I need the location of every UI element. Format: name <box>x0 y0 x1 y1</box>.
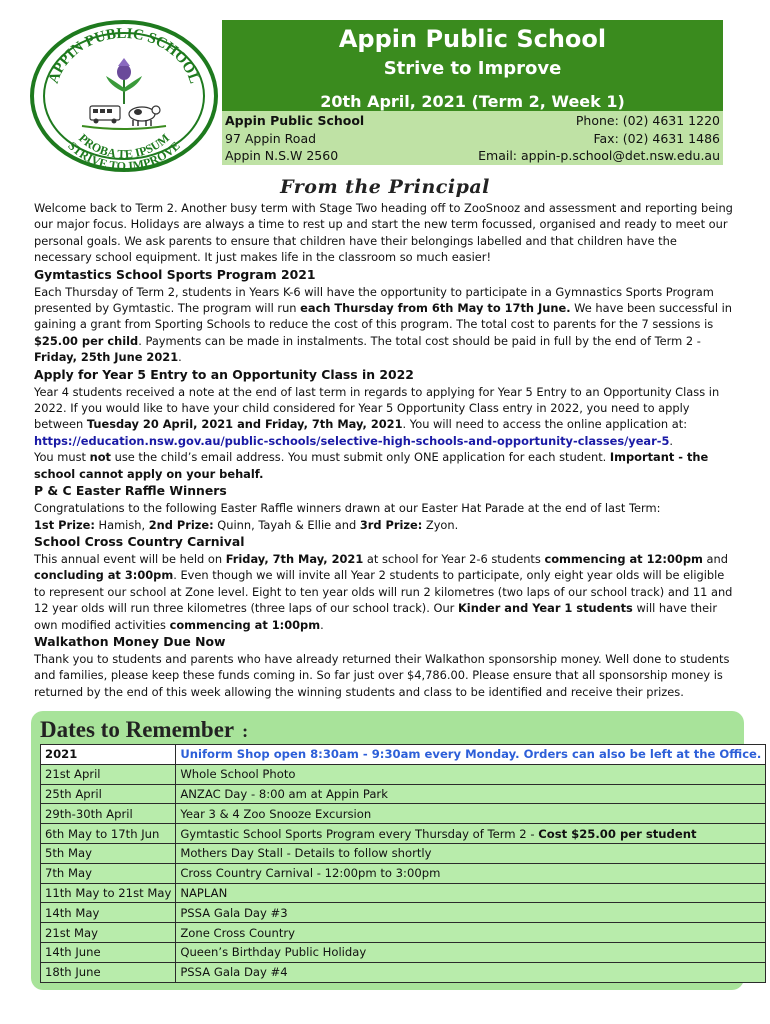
table-row <box>41 942 766 962</box>
header-banner <box>222 20 723 116</box>
table-row <box>41 903 766 923</box>
event-cell: NAPLAN <box>176 883 766 903</box>
opportunity-paragraph: Year 4 students received a note at the end of last term in regards to applying for Year 5 Entry to an Opportunity Class in 2022. If you would like to have your child considered for Year 5 Opportunity Class entry in 2022, you need to apply between Tuesday 20 April, 2021 and Friday, 7th May, 2021. You will need to access the online application at: https://education.nsw.gov.au/public-schools/selective-high-schools-and-opportunity-classes/year-5. You must not use the child’s email address. You must submit only ONE application for each student. Important - the school cannot apply on your behalf. <box>34 384 720 481</box>
table-row <box>41 804 766 824</box>
welcome-paragraph: Welcome back to Term 2. Another busy term with Stage Two heading off to ZooSnooz and assessment and reporting being our major focus. Holidays are always a time to rest up and start the new term focussed, organised and ready to meet our personal goals. We ask parents to ensure that children have their belongings labelled and that children have the necessary school equipment. It just makes life in the classroom so much easier! <box>34 201 733 265</box>
table-row <box>41 745 766 765</box>
date-cell: 18th June <box>41 962 176 982</box>
address-block <box>222 111 723 165</box>
address-line: Appin Public School <box>225 113 365 128</box>
table-row <box>41 843 766 863</box>
date-cell: 6th May to 17th Jun <box>41 824 176 844</box>
cross-country-heading: School Cross Country Carnival <box>34 533 245 549</box>
dates-to-remember <box>31 711 762 990</box>
logo-motto-latin: PROBA TE IPSUM <box>76 130 172 162</box>
event-cell: ANZAC Day - 8:00 am at Appin Park <box>176 784 766 804</box>
cross-country-paragraph: This annual event will be held on Friday, 7th May, 2021 at school for Year 2-6 students commencing at 12:00pm and concluding at 3:00pm. Even though we will invite all Year 2 students to participate, only eight year olds will be eligible to represent our school at Zone level. Eight to ten year olds will run 2 kilometres (two laps of our school track) and 11 and 12 year olds will run three kilometres (three laps of our school track). Our Kinder and Year 1 students will have their own modified activities commencing at 1:00pm. <box>34 551 733 632</box>
walkathon-heading: Walkathon Money Due Now <box>34 633 226 649</box>
raffle-paragraph: Congratulations to the following Easter Raffle winners drawn at our Easter Hat Parade at the end of last Term: 1st Prize: Hamish, 2nd Prize: Quinn, Tayah & Ellie and 3rd Prize: Zyon. <box>34 501 661 532</box>
date-cell: 5th May <box>41 843 176 863</box>
event-cell: PSSA Gala Day #4 <box>176 962 766 982</box>
gymtastics-paragraph: Each Thursday of Term 2, students in Years K-6 will have the opportunity to participate in a Gymnastics Sports Program presented by Gymtastic. The program will run each Thursday from 6th May to 17th June. We have been successful in gaining a grant from Sporting Schools to reduce the cost of this program. The total cost to parents for the 7 sessions is $25.00 per child. Payments can be made in instalments. The total cost should be paid in full by the end of Term 2 - Friday, 25th June 2021. <box>34 284 732 365</box>
event-cell: Zone Cross Country <box>176 923 766 943</box>
event-cell: Uniform Shop open 8:30am - 9:30am every Monday. Orders can also be left at the Office. <box>176 745 766 765</box>
table-row <box>41 883 766 903</box>
contact-right <box>478 112 720 165</box>
fax: Fax: (02) 4631 1486 <box>593 130 720 146</box>
date-cell: 29th-30th April <box>41 804 176 824</box>
event-cell: PSSA Gala Day #3 <box>176 903 766 923</box>
school-logo <box>30 20 218 172</box>
table-row <box>41 824 766 844</box>
address-line: 97 Appin Road <box>225 130 317 146</box>
newsletter-body <box>34 200 738 700</box>
opportunity-link[interactable]: https://education.nsw.gov.au/public-schools/selective-high-schools-and-opportunity-classes/year-5 <box>34 433 670 448</box>
date-cell: 2021 <box>41 745 176 765</box>
logo-top-text: APPIN PUBLIC SCHOOL <box>45 25 203 86</box>
principal-heading: From the Principal <box>280 176 490 198</box>
gymtastics-heading: Gymtastics School Sports Program 2021 <box>34 266 316 282</box>
walkathon-paragraph: Thank you to students and parents who have already returned their Walkathon sponsorship money. Well done to students and families, please keep these funds coming in. So far just over $4,786.00. Please ensure that all sponsorship money is returned by the end of this week allowing the winning students and class to be identified and receive their prizes. <box>34 651 730 699</box>
address-left <box>225 112 364 165</box>
address-line: Appin N.S.W 2560 <box>225 148 339 163</box>
table-row <box>41 863 766 883</box>
date-cell: 21st April <box>41 764 176 784</box>
event-cell: Queen’s Birthday Public Holiday <box>176 942 766 962</box>
school-name: Appin Public School <box>338 25 607 53</box>
table-row <box>41 784 766 804</box>
newsletter-date: 20th April, 2021 (Term 2, Week 1) <box>320 92 625 111</box>
date-cell: 25th April <box>41 784 176 804</box>
table-row <box>41 962 766 982</box>
date-cell: 14th June <box>41 942 176 962</box>
event-cell: Cross Country Carnival - 12:00pm to 3:00pm <box>176 863 766 883</box>
logo-motto-english: STRIVE TO IMPROVE <box>65 138 183 172</box>
school-motto: Strive to Improve <box>383 58 562 79</box>
raffle-heading: P & C Easter Raffle Winners <box>34 483 227 499</box>
date-cell: 21st May <box>41 923 176 943</box>
date-cell: 11th May to 21st May <box>41 883 176 903</box>
phone: Phone: (02) 4631 1220 <box>575 113 720 128</box>
dates-heading: Dates to Remember : <box>40 717 249 742</box>
date-cell: 7th May <box>41 863 176 883</box>
opportunity-heading: Apply for Year 5 Entry to an Opportunity Class in 2022 <box>34 366 414 382</box>
table-row <box>41 923 766 943</box>
email: Email: appin-p.school@det.nsw.edu.au <box>478 148 720 163</box>
event-cell: Mothers Day Stall - Details to follow shortly <box>176 843 766 863</box>
event-cell: Whole School Photo <box>176 764 766 784</box>
table-row <box>41 764 766 784</box>
dates-table <box>40 744 766 983</box>
date-cell: 14th May <box>41 903 176 923</box>
event-cell: Year 3 & 4 Zoo Snooze Excursion <box>176 804 766 824</box>
event-cell: Gymtastic School Sports Program every Thursday of Term 2 - Cost $25.00 per student <box>176 824 766 844</box>
